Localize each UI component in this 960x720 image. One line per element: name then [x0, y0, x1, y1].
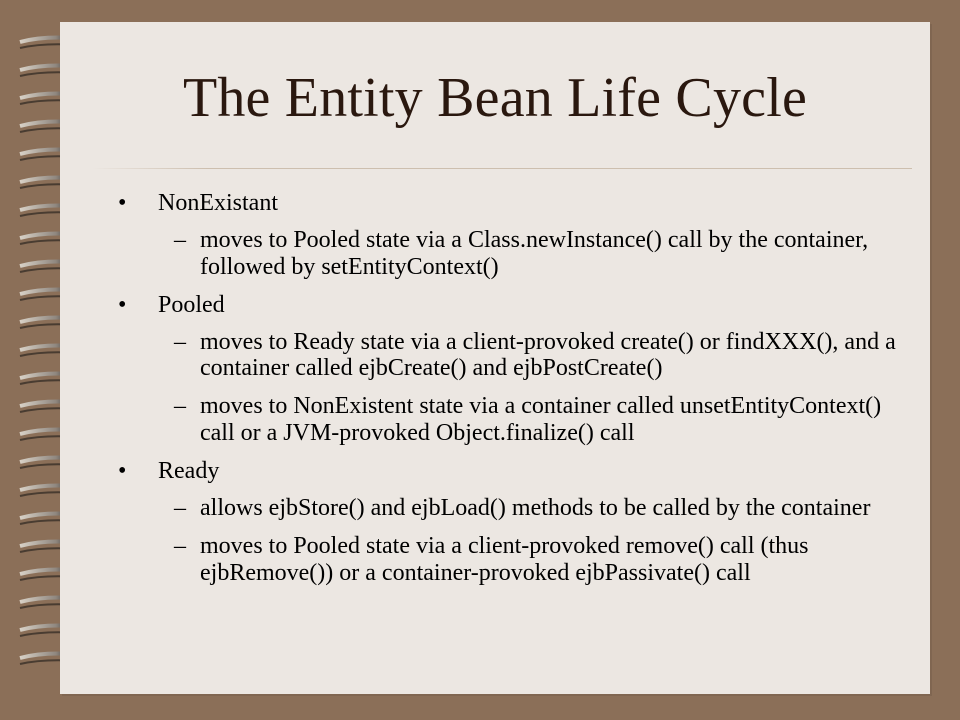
sub-item — [174, 329, 898, 383]
sub-item-text: moves to Pooled state via a client-provoked remove() call (thus ejbRemove()) or a container-provoked ejbPassivate() call — [200, 532, 809, 586]
bullet-item — [118, 292, 898, 319]
sub-item — [174, 227, 898, 281]
sub-item — [174, 533, 898, 587]
dash-icon: – — [174, 393, 186, 420]
slide-content — [118, 190, 898, 598]
sub-item — [174, 495, 898, 522]
sub-item-text: moves to Ready state via a client-provoked create() or findXXX(), and a container called ejbCreate() and ejbPostCreate() — [200, 328, 896, 382]
bullet-item — [118, 190, 898, 217]
section-nonexistant — [118, 190, 898, 281]
dash-icon: – — [174, 328, 186, 355]
sub-item-text: allows ejbStore() and ejbLoad() methods to be called by the container — [200, 494, 871, 521]
dash-icon: – — [174, 494, 186, 521]
dash-icon: – — [174, 532, 186, 559]
bullet-label: Pooled — [158, 291, 225, 318]
bullet-label: NonExistant — [158, 190, 278, 216]
bullet-label: Ready — [158, 458, 220, 484]
section-ready — [118, 458, 898, 587]
bullet-item — [118, 458, 898, 485]
bullet-icon: • — [118, 458, 127, 484]
title-divider — [92, 168, 912, 169]
sub-item-text: moves to Pooled state via a Class.newInstance() call by the container, followed by setEntityContext() — [200, 226, 869, 280]
slide-title: The Entity Bean Life Cycle — [182, 67, 808, 129]
dash-icon: – — [174, 226, 186, 253]
sub-item — [174, 393, 898, 447]
section-pooled — [118, 292, 898, 447]
bullet-icon: • — [118, 291, 127, 318]
sub-item-text: moves to NonExistent state via a container called unsetEntityContext() call or a JVM-provoked Object.finalize() call — [200, 393, 882, 447]
bullet-icon: • — [118, 190, 127, 216]
